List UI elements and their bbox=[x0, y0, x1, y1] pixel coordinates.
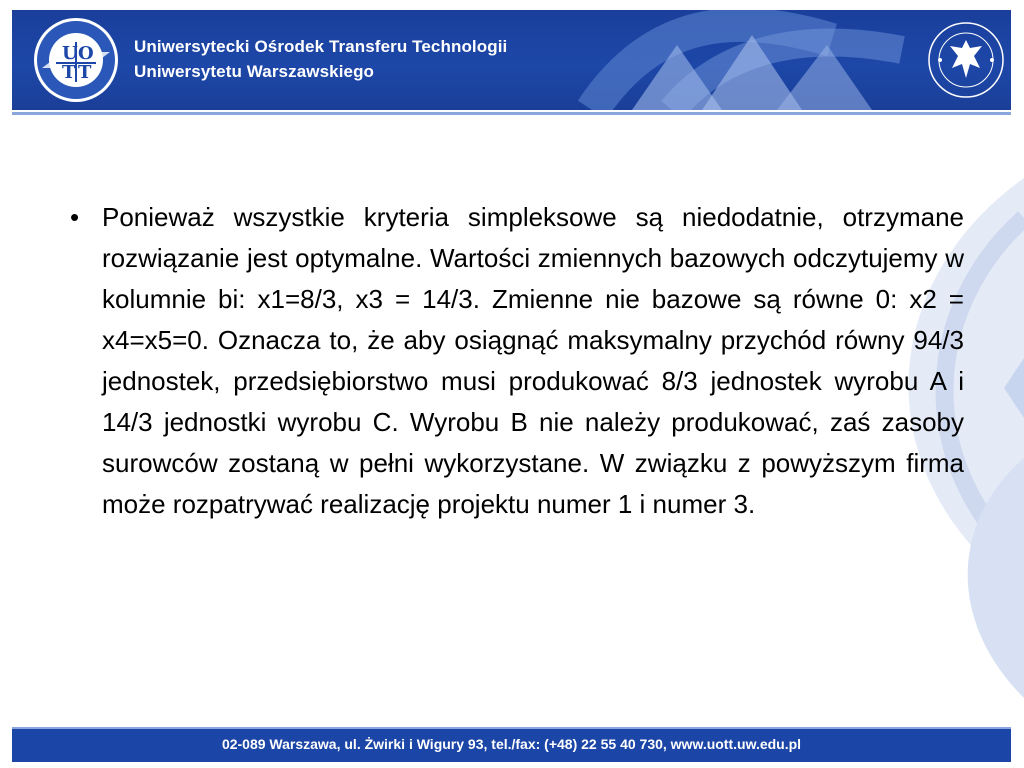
bullet-symbol: • bbox=[70, 202, 80, 232]
header-title-line1: Uniwersytecki Ośrodek Transferu Technologii bbox=[134, 37, 508, 56]
svg-text:T: T bbox=[62, 62, 76, 83]
slide-content bbox=[60, 197, 964, 525]
bullet-text: Ponieważ wszystkie kryteria simpleksowe są niedodatnie, otrzymane rozwiązanie jest optymalne. Wartości zmiennych bazowych odczytujemy w kolumnie bi: x1=8/3, x3 = 14/3. Zmienne nie bazowe są równe 0: x2 = x4=x5=0. Oznacza to, że aby osiągnąć maksymalny przychód równy 94/3 jednostek, przedsiębiorstwo musi produkować 8/3 jednostek wyrobu A i 14/3 jednostki wyrobu C. Wyrobu B nie należy produkować, zaś zasoby surowców zostaną w pełni wykorzystane. W związku z powyższym firma może rozpatrywać realizację projektu numer 1 i numer 3. bbox=[102, 202, 964, 519]
arrows-graphic-icon bbox=[572, 10, 922, 110]
svg-text:O: O bbox=[78, 43, 94, 64]
svg-text:T: T bbox=[78, 62, 92, 83]
svg-text:U: U bbox=[62, 43, 78, 64]
footer-bar bbox=[12, 727, 1011, 762]
bullet-item bbox=[60, 197, 964, 525]
header-title bbox=[134, 34, 507, 84]
university-eagle-emblem-icon bbox=[926, 18, 1006, 102]
header-divider bbox=[12, 112, 1011, 115]
header-banner bbox=[12, 10, 1011, 110]
footer-address: 02-089 Warszawa, ul. Żwirki i Wigury 93, tel./fax: (+48) 22 55 40 730, www.uott.uw.edu.pl bbox=[221, 736, 802, 752]
uott-logo-icon bbox=[32, 16, 120, 104]
header-title-line2: Uniwersytetu Warszawskiego bbox=[134, 62, 375, 81]
